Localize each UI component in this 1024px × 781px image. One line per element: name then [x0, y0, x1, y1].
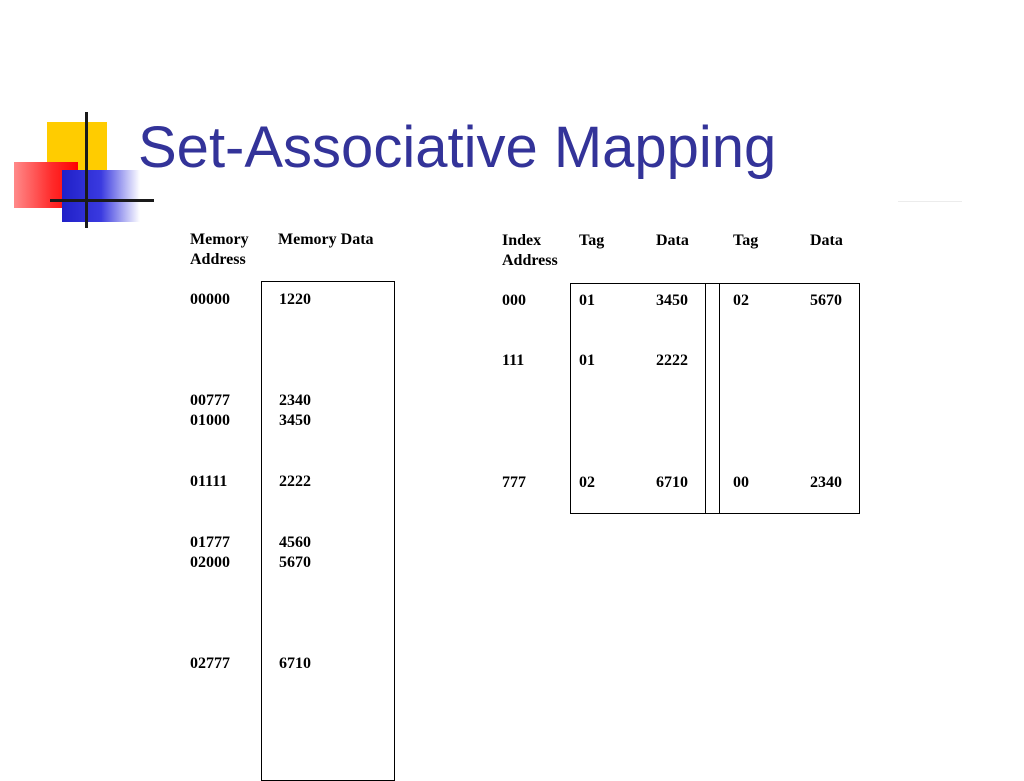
memory-address-cell: 00777 [190, 392, 230, 409]
slide-title: Set-Associative Mapping [138, 115, 777, 180]
decor-horizontal-line [50, 199, 154, 202]
memory-address-cell: 02777 [190, 655, 230, 672]
memory-address-header: Memory Address [190, 231, 249, 268]
memory-address-cell: 01000 [190, 412, 230, 429]
cache-data2-header: Data [810, 232, 843, 249]
memory-data-cell: 2222 [279, 473, 311, 490]
cache-tag-cell: 02 [733, 292, 749, 309]
cache-tag-cell: 01 [579, 292, 595, 309]
cache-tag-cell: 02 [579, 474, 595, 491]
memory-data-cell: 1220 [279, 291, 311, 308]
cache-divider [705, 283, 706, 514]
cache-data-cell: 5670 [810, 292, 842, 309]
memory-data-cell: 6710 [279, 655, 311, 672]
cache-index-cell: 777 [502, 474, 526, 491]
cache-data-cell: 3450 [656, 292, 688, 309]
memory-address-cell: 00000 [190, 291, 230, 308]
cache-data-cell: 6710 [656, 474, 688, 491]
memory-data-cell: 5670 [279, 554, 311, 571]
memory-data-header: Memory Data [278, 231, 374, 248]
cache-tag-cell: 00 [733, 474, 749, 491]
cache-index-header: Index Address [502, 232, 558, 269]
cache-tag1-header: Tag [579, 232, 605, 249]
cache-divider [719, 283, 720, 514]
cache-data-cell: 2340 [810, 474, 842, 491]
decor-vertical-line [85, 112, 88, 228]
decor-faint-line [898, 201, 962, 202]
cache-index-cell: 111 [502, 352, 525, 369]
memory-address-cell: 02000 [190, 554, 230, 571]
cache-tag2-header: Tag [733, 232, 759, 249]
cache-index-cell: 000 [502, 292, 526, 309]
memory-box [261, 281, 395, 781]
cache-data1-header: Data [656, 232, 689, 249]
decor-blue-square [62, 170, 140, 222]
memory-data-cell: 2340 [279, 392, 311, 409]
cache-data-cell: 2222 [656, 352, 688, 369]
cache-tag-cell: 01 [579, 352, 595, 369]
memory-data-cell: 4560 [279, 534, 311, 551]
memory-data-cell: 3450 [279, 412, 311, 429]
memory-address-cell: 01777 [190, 534, 230, 551]
memory-address-cell: 01111 [190, 473, 228, 490]
